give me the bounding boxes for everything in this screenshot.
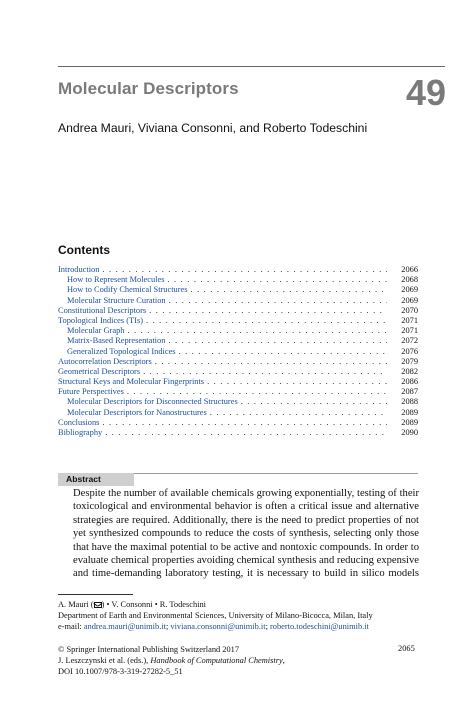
toc-entry-link[interactable]: Structural Keys and Molecular Fingerprints	[58, 377, 205, 387]
toc-dot-leader	[241, 397, 387, 407]
toc-entry-page: 2070	[401, 305, 418, 315]
toc-dot-leader	[167, 275, 387, 285]
toc-dot-leader	[207, 377, 387, 387]
toc-dot-leader	[210, 408, 387, 418]
citation-line	[58, 655, 285, 666]
citation-book-title: Handbook of Computational Chemistry	[150, 656, 283, 665]
toc-entry-link[interactable]: Bibliography	[58, 428, 103, 437]
abstract-line: yet synthesized compounds to reduce the costs of synthesis, selecting only those	[73, 528, 419, 540]
toc-dot-leader	[169, 296, 387, 306]
toc-entry-page: 2088	[401, 397, 418, 407]
toc-entry-page: 2079	[401, 356, 418, 366]
abstract-line: evaluate chemical properties avoiding chemical synthesis and reducing expensive	[73, 555, 419, 567]
toc-entry-link[interactable]: Future Perspectives	[58, 387, 124, 397]
toc-entry-page: 2089	[401, 417, 418, 427]
toc-entry-link[interactable]: Generalized Topological Indices	[67, 346, 176, 356]
toc-dot-leader	[146, 316, 387, 326]
toc-entry-link[interactable]: How to Codify Chemical Structures	[67, 285, 188, 295]
abstract-line: strategies are required. Additionally, there is the need to predict properties of not	[73, 514, 419, 526]
author-footnote	[58, 599, 373, 632]
toc-entry-page: 2089	[401, 407, 418, 417]
toc-dot-leader	[127, 387, 387, 397]
copyright-line: © Springer International Publishing Switzerland 2017	[58, 645, 240, 654]
toc-entry	[58, 367, 418, 377]
toc-entry-link[interactable]: Geometrical Descriptors	[58, 366, 141, 376]
toc-entry	[58, 428, 418, 438]
citation-comma: ,	[282, 656, 285, 665]
toc-entry-page: 2082	[401, 366, 418, 376]
footnote-author-a: A. Mauri (	[58, 600, 94, 609]
toc-entry-link[interactable]: How to Represent Molecules	[67, 275, 165, 285]
email-separator: ;	[165, 622, 171, 631]
email-link-mauri[interactable]: andrea.mauri@unimib.it	[83, 622, 166, 631]
toc-entry-link[interactable]: Autocorrelation Descriptors	[58, 356, 152, 366]
toc-entry	[58, 408, 418, 418]
toc-dot-leader	[191, 285, 388, 295]
abstract-line: Despite the number of available chemicals growing exponentially, testing of their	[73, 488, 419, 499]
email-link-consonni[interactable]: viviana.consonni@unimib.it	[170, 622, 266, 631]
toc-entry-page: 2072	[401, 336, 418, 346]
toc-entry-page: 2071	[401, 315, 418, 325]
toc-dot-leader	[179, 347, 387, 357]
footnote-affiliation: Department of Earth and Environmental Sciences, University of Milano-Bicocca, Milan, Italy	[58, 611, 373, 620]
toc-entry	[58, 377, 418, 387]
toc-entry-link[interactable]: Molecular Descriptors for Nanostructures	[67, 407, 207, 417]
toc-entry-link[interactable]: Topological Indices (TIs)	[58, 315, 143, 325]
toc-entry	[58, 316, 418, 326]
toc-entry-page: 2086	[401, 377, 418, 387]
citation-editors: J. Leszczynski et al. (eds.),	[58, 656, 151, 665]
toc-entry-page: 2068	[401, 275, 418, 285]
chapter-title: Molecular Descriptors	[58, 79, 239, 98]
toc-dot-leader	[149, 306, 387, 316]
toc-entry	[58, 306, 418, 316]
footnote-emails	[58, 621, 373, 632]
toc-dot-leader	[102, 265, 387, 275]
email-link-todeschini[interactable]: roberto.todeschini@unimib.it	[269, 622, 369, 631]
abstract-line: and time-demanding laboratory testing, it is necessary to build in silico models	[73, 568, 419, 580]
toc-dot-leader	[155, 357, 387, 367]
toc-dot-leader	[127, 326, 387, 336]
doi-line: DOI 10.1007/978-3-319-27282-5_51	[58, 667, 183, 676]
top-rule	[58, 66, 445, 67]
toc-entry	[58, 418, 418, 428]
chapter-authors: Andrea Mauri, Viviana Consonni, and Roberto Todeschini	[58, 121, 368, 135]
envelope-icon	[94, 602, 102, 608]
abstract-line: that have the maximal potential to be active and nontoxic compounds. In order to	[73, 541, 419, 553]
publisher-info	[58, 644, 285, 677]
contents-heading: Contents	[58, 243, 110, 257]
toc-entry-page: 2071	[401, 326, 418, 336]
toc-entry-page: 2076	[401, 346, 418, 356]
toc-entry-link[interactable]: Molecular Structure Curation	[67, 295, 166, 305]
toc-entry-link[interactable]: Molecular Descriptors for Disconnected Structures	[67, 397, 238, 407]
toc-entry	[58, 326, 418, 336]
email-label: e-mail:	[58, 622, 84, 631]
toc-entry	[58, 357, 418, 367]
toc-entry-page: 2090	[401, 428, 418, 437]
toc-entry	[58, 387, 418, 397]
toc-entry	[58, 336, 418, 346]
toc-entry-page: 2087	[401, 387, 418, 397]
abstract-label: Abstract	[58, 473, 134, 486]
page-number: 2065	[398, 644, 415, 653]
toc-entry	[58, 296, 418, 306]
abstract-line: toxicological and environmental behavior is often a critical issue and alternative	[73, 501, 419, 513]
toc-dot-leader	[102, 418, 387, 428]
toc-entry	[58, 265, 418, 275]
toc-entry	[58, 397, 418, 407]
toc-entry-link[interactable]: Matrix-Based Representation	[67, 336, 166, 346]
toc-entry-page: 2069	[401, 285, 418, 295]
toc-entry-link[interactable]: Constitutional Descriptors	[58, 305, 147, 315]
table-of-contents	[58, 265, 418, 438]
abstract-text	[73, 487, 419, 581]
toc-entry-link[interactable]: Molecular Graph	[67, 326, 125, 336]
toc-dot-leader	[168, 336, 387, 346]
footnote-rule	[58, 594, 133, 595]
toc-entry	[58, 275, 418, 285]
toc-entry-link[interactable]: Introduction	[58, 265, 100, 274]
toc-dot-leader	[105, 428, 387, 438]
email-separator: ;	[265, 622, 270, 631]
toc-entry	[58, 285, 418, 295]
footnote-author-rest: ) • V. Consonni • R. Todeschini	[101, 600, 206, 609]
toc-dot-leader	[143, 367, 387, 377]
toc-entry	[58, 347, 418, 357]
toc-entry-link[interactable]: Conclusions	[58, 417, 100, 427]
toc-entry-page: 2066	[401, 265, 418, 274]
chapter-number: 49	[405, 72, 446, 113]
toc-entry-page: 2069	[401, 295, 418, 305]
footnote-authors	[58, 599, 373, 610]
